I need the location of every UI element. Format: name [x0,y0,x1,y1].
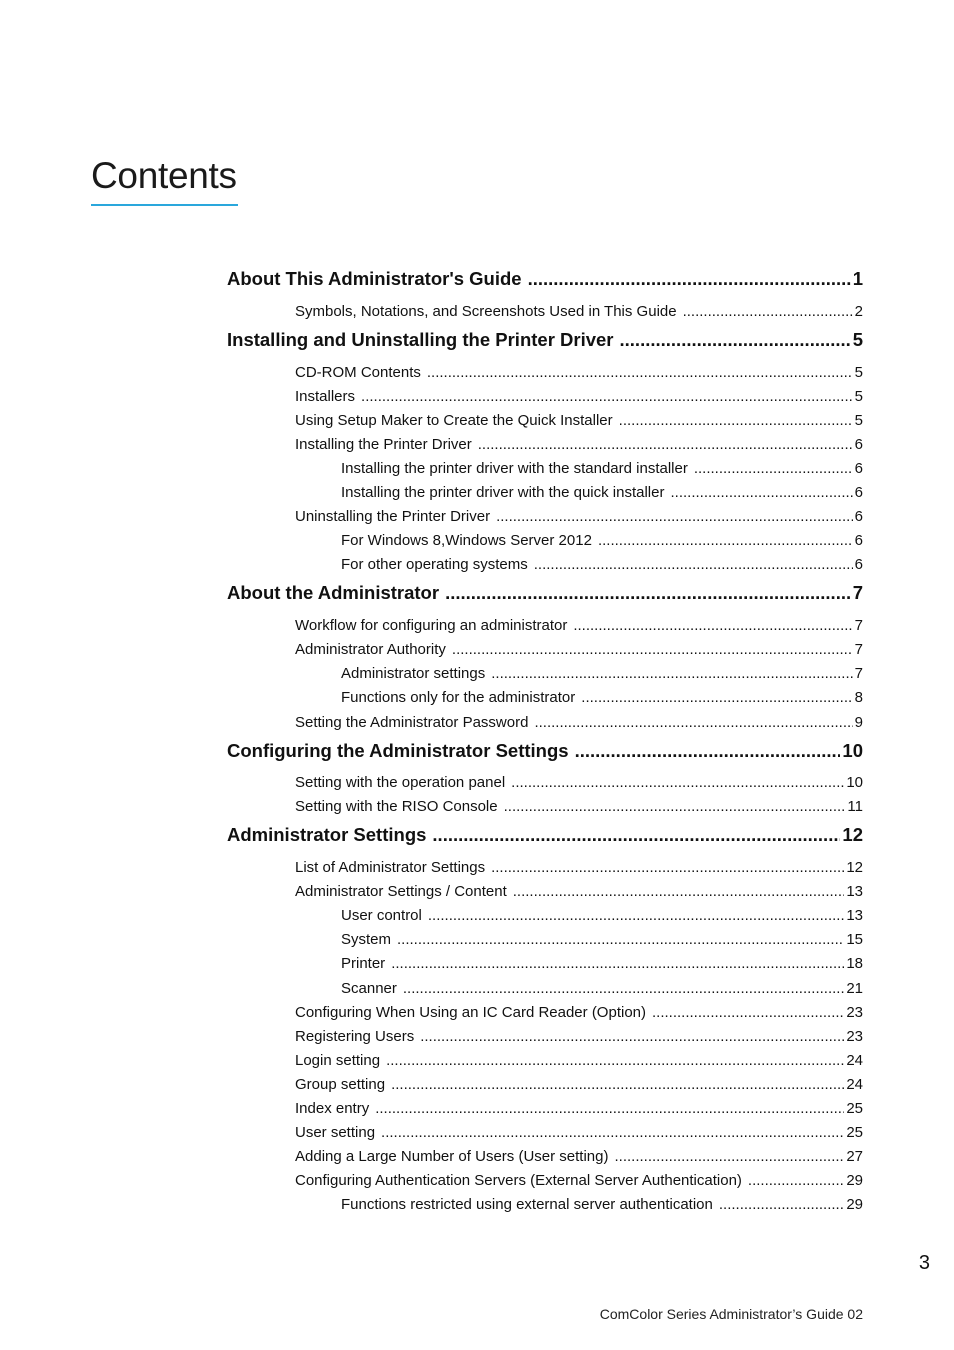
toc-dot-leader [381,1124,844,1141]
toc-entry-level-2[interactable] [295,617,863,637]
toc-entry-title: Installers [295,388,356,405]
toc-entry-title: User control [341,907,422,924]
toc-dot-leader [528,268,851,290]
toc-entry-page: 7 [854,641,863,658]
toc-entry-level-3[interactable] [341,907,863,927]
toc-entry-title: Administrator Settings / Content [295,883,507,900]
toc-entry-page: 25 [846,1100,863,1117]
title-underline [91,204,238,206]
toc-entry-title: Group setting [295,1076,386,1093]
toc-entry-page: 7 [854,665,863,682]
toc-entry-level-2[interactable] [295,641,863,661]
toc-entry-level-3[interactable] [341,931,863,951]
toc-entry-level-2[interactable] [295,508,863,528]
toc-entry-page: 6 [854,460,863,477]
toc-entry-page: 10 [842,740,863,761]
toc-entry-level-3[interactable] [341,460,863,480]
toc-entry-level-2[interactable] [295,859,863,879]
page-title: Contents [91,155,237,196]
toc-dot-leader [614,1148,844,1165]
toc-entry-title: Registering Users [295,1028,415,1045]
toc-entry-page: 5 [854,412,863,429]
toc-entry-level-2[interactable] [295,388,863,408]
toc-dot-leader [428,907,844,924]
toc-entry-title: Installing the Printer Driver [295,436,472,453]
toc-entry-title: Administrator Settings [227,824,427,845]
toc-entry-title: Printer [341,955,386,972]
toc-entry-level-2[interactable] [295,774,863,794]
toc-dot-leader [361,388,853,405]
toc-entry-page: 15 [846,931,863,948]
toc-entry-level-1[interactable] [227,740,863,766]
footer-text: ComColor Series Administrator’s Guide 02 [599,1306,863,1322]
toc-entry-level-1[interactable] [227,329,863,355]
toc-entry-page: 11 [847,798,863,815]
toc-entry-page: 1 [852,268,863,289]
toc-entry-title: Adding a Large Number of Users (User setting) [295,1148,609,1165]
toc-dot-leader [491,665,852,682]
toc-entry-title: Login setting [295,1052,381,1069]
page-number: 3 [918,1252,930,1274]
toc-entry-level-2[interactable] [295,798,863,818]
toc-entry-level-1[interactable] [227,824,863,850]
toc-entry-level-3[interactable] [341,556,863,576]
toc-entry-title: For other operating systems [341,556,528,573]
toc-dot-leader [534,714,852,731]
toc-entry-page: 23 [846,1028,863,1045]
toc-dot-leader [619,412,853,429]
toc-dot-leader [748,1172,844,1189]
toc-entry-level-2[interactable] [295,1052,863,1072]
toc-dot-leader [375,1100,844,1117]
toc-dot-leader [620,329,851,351]
toc-entry-level-3[interactable] [341,955,863,975]
toc-dot-leader [391,1076,844,1093]
toc-entry-level-3[interactable] [341,1196,863,1216]
toc-entry-page: 24 [846,1076,863,1093]
toc-entry-level-2[interactable] [295,436,863,456]
toc-entry-level-2[interactable] [295,1004,863,1024]
toc-entry-title: Installing the printer driver with the quick installer [341,484,665,501]
toc-entry-level-2[interactable] [295,412,863,432]
toc-entry-page: 29 [846,1196,863,1213]
toc-entry-title: Administrator Authority [295,641,446,658]
toc-entry-title: Configuring the Administrator Settings [227,740,569,761]
toc-dot-leader [513,883,845,900]
toc-entry-level-2[interactable] [295,1172,863,1192]
toc-entry-title: About the Administrator [227,582,440,603]
toc-entry-title: Setting with the operation panel [295,774,506,791]
toc-dot-leader [670,484,852,501]
toc-entry-level-3[interactable] [341,484,863,504]
toc-entry-title: List of Administrator Settings [295,859,486,876]
toc-dot-leader [445,582,851,604]
toc-dot-leader [427,364,853,381]
toc-entry-title: User setting [295,1124,376,1141]
toc-entry-title: For Windows 8,Windows Server 2012 [341,532,592,549]
toc-entry-page: 6 [854,556,863,573]
toc-entry-level-3[interactable] [341,665,863,685]
toc-entry-page: 7 [852,582,863,603]
toc-dot-leader [504,798,846,815]
toc-entry-title: System [341,931,392,948]
toc-entry-page: 18 [846,955,863,972]
toc-entry-level-1[interactable] [227,268,863,294]
toc-dot-leader [420,1028,844,1045]
toc-entry-page: 29 [846,1172,863,1189]
toc-entry-page: 12 [842,824,863,845]
toc-entry-page: 27 [846,1148,863,1165]
toc-entry-level-2[interactable] [295,303,863,323]
toc-dot-leader [452,641,853,658]
toc-entry-page: 2 [854,303,863,320]
toc-entry-level-3[interactable] [341,689,863,709]
toc-entry-level-1[interactable] [227,582,863,608]
toc-entry-title: Configuring When Using an IC Card Reader (Option) [295,1004,646,1021]
toc-entry-page: 6 [854,508,863,525]
toc-dot-leader [581,689,852,706]
toc-entry-title: Uninstalling the Printer Driver [295,508,491,525]
toc-dot-leader [432,824,840,846]
toc-entry-title: Workflow for configuring an administrator [295,617,568,634]
toc-entry-level-2[interactable] [295,1148,863,1168]
toc-dot-leader [391,955,844,972]
toc-entry-title: Scanner [341,980,397,997]
toc-dot-leader [491,859,844,876]
toc-dot-leader [403,980,844,997]
toc-dot-leader [478,436,853,453]
toc-dot-leader [534,556,853,573]
toc-dot-leader [694,460,853,477]
toc-entry-level-2[interactable] [295,883,863,903]
toc-entry-title: Functions restricted using external server authentication [341,1196,713,1213]
toc-entry-level-2[interactable] [295,1124,863,1144]
toc-entry-page: 8 [854,689,863,706]
toc-dot-leader [397,931,844,948]
toc-entry-page: 7 [854,617,863,634]
toc-entry-title: Setting the Administrator Password [295,714,529,731]
toc-dot-leader [573,617,852,634]
toc-entry-page: 6 [854,436,863,453]
toc-dot-leader [575,740,841,762]
toc-entry-title: Administrator settings [341,665,486,682]
toc-entry-page: 6 [854,484,863,501]
toc-entry-title: Installing the printer driver with the standard installer [341,460,688,477]
toc-dot-leader [598,532,853,549]
toc-dot-leader [652,1004,844,1021]
toc-entry-level-3[interactable] [341,532,863,552]
toc-entry-title: Configuring Authentication Servers (External Server Authentication) [295,1172,742,1189]
toc-dot-leader [386,1052,844,1069]
toc-entry-level-2[interactable] [295,1076,863,1096]
toc-entry-page: 5 [854,364,863,381]
toc-entry-page: 13 [846,883,863,900]
toc-entry-page: 9 [854,714,863,731]
toc-dot-leader [719,1196,844,1213]
toc-dot-leader [511,774,844,791]
toc-entry-title: Symbols, Notations, and Screenshots Used in This Guide [295,303,677,320]
toc-entry-page: 10 [846,774,863,791]
toc-entry-title: Using Setup Maker to Create the Quick Installer [295,412,613,429]
toc-entry-title: Index entry [295,1100,370,1117]
toc-entry-page: 5 [852,329,863,350]
toc-entry-page: 12 [846,859,863,876]
toc-entry-title: CD-ROM Contents [295,364,421,381]
toc-entry-page: 13 [846,907,863,924]
toc-entry-page: 5 [854,388,863,405]
toc-entry-title: Functions only for the administrator [341,689,576,706]
toc-entry-level-2[interactable] [295,364,863,384]
toc-entry-title: About This Administrator's Guide [227,268,522,289]
toc-entry-page: 24 [846,1052,863,1069]
toc-entry-level-2[interactable] [295,1100,863,1120]
toc-dot-leader [496,508,853,525]
toc-entry-page: 21 [846,980,863,997]
toc-entry-title: Setting with the RISO Console [295,798,498,815]
toc-entry-title: Installing and Uninstalling the Printer Driver [227,329,614,350]
toc-entry-level-2[interactable] [295,1028,863,1048]
toc-entry-level-2[interactable] [295,714,863,734]
toc-entry-level-3[interactable] [341,980,863,1000]
toc-dot-leader [683,303,853,320]
toc-entry-page: 23 [846,1004,863,1021]
toc-entry-page: 25 [846,1124,863,1141]
toc-entry-page: 6 [854,532,863,549]
